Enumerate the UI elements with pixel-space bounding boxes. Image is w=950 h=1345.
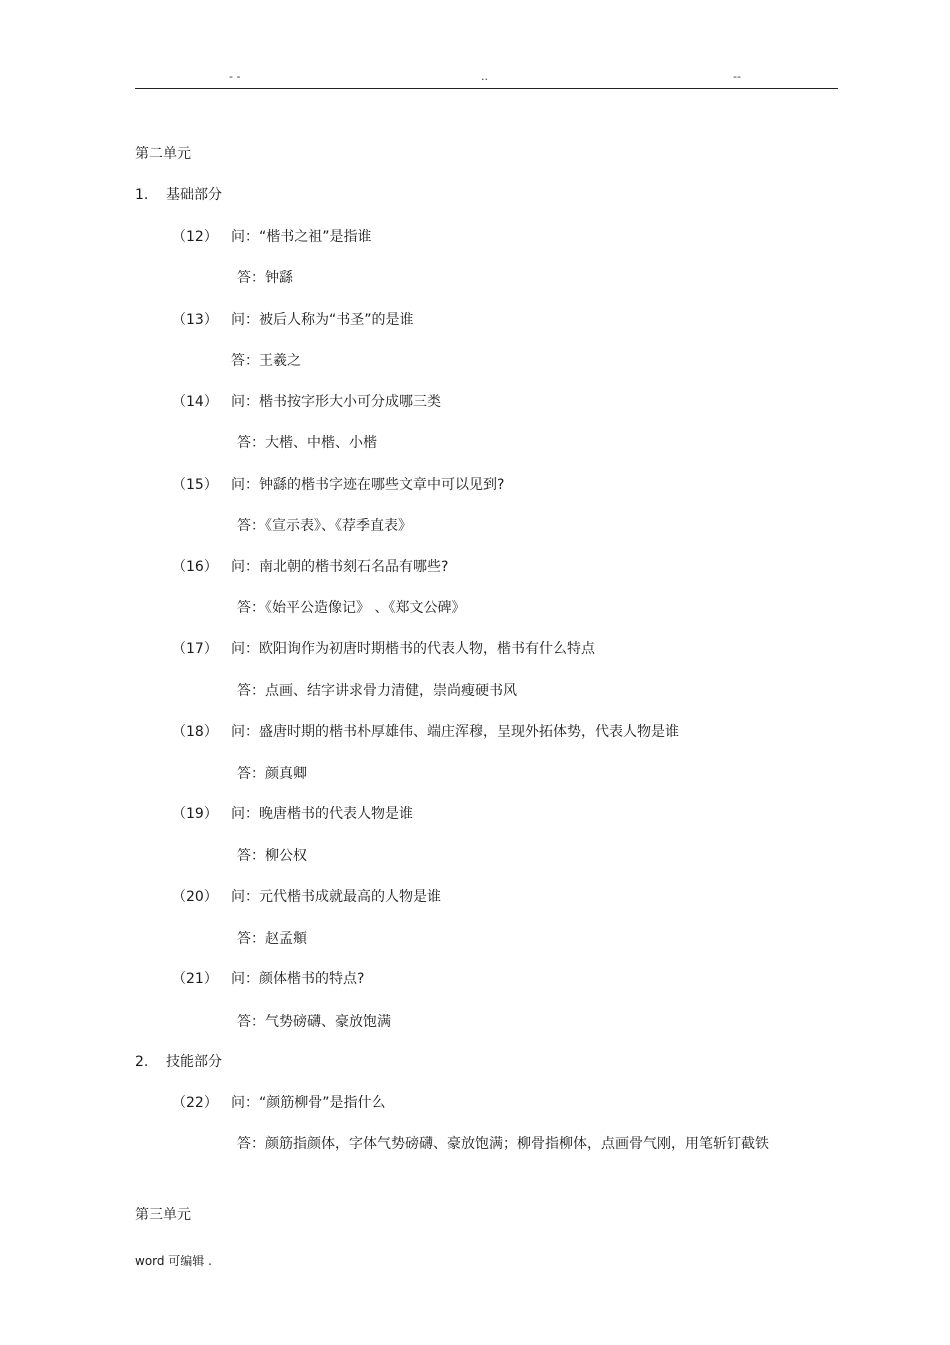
question-number: （19） (172, 806, 218, 822)
question-text: 问：欧阳询作为初唐时期楷书的代表人物，楷书有什么特点 (231, 641, 595, 657)
question-text: 问：“颜筋柳骨”是指什么 (231, 1095, 386, 1111)
answer-text: 答：点画、结字讲求骨力清健，崇尚瘦硬书风 (237, 683, 517, 699)
question-number: （20） (172, 889, 218, 905)
question-number: （17） (172, 641, 218, 657)
answer-text: 答：柳公权 (237, 848, 307, 864)
question-text: 问：颜体楷书的特点? (231, 971, 365, 987)
question-number: （16） (172, 559, 218, 575)
question-number: （18） (172, 724, 218, 740)
question-text: 问：元代楷书成就最高的人物是谁 (231, 889, 441, 905)
question-number: （14） (172, 394, 218, 410)
answer-text: 答：钟繇 (237, 270, 293, 286)
page-footer: word 可编辑 . (135, 1254, 212, 1268)
question-text: 问：楷书按字形大小可分成哪三类 (231, 394, 441, 410)
answer-text: 答：颜筋指颜体，字体气势磅礴、豪放饱满；柳骨指柳体，点画骨气刚，用笔斩钉截铁 (237, 1136, 769, 1152)
question-number: （22） (172, 1095, 218, 1111)
question-text: 问：晚唐楷书的代表人物是谁 (231, 806, 413, 822)
question-number: （15） (172, 477, 218, 493)
question-number: （13） (172, 312, 218, 328)
question-text: 问：南北朝的楷书刻石名品有哪些? (231, 559, 449, 575)
answer-text: 答：王羲之 (231, 353, 301, 369)
question-number: （21） (172, 971, 218, 987)
question-text: 问：钟繇的楷书字迹在哪些文章中可以见到? (231, 477, 505, 493)
unit-title: 第三单元 (135, 1207, 191, 1223)
header-center: .. (481, 70, 488, 83)
question-text: 问：“楷书之祖”是指谁 (231, 229, 372, 245)
section-title: 基础部分 (166, 187, 222, 203)
header-left: - - (229, 70, 241, 83)
section-number: 1. (135, 187, 149, 203)
answer-text: 答：气势磅礴、豪放饱满 (237, 1014, 391, 1030)
answer-text: 答：颜真卿 (237, 766, 307, 782)
answer-text: 答：《宣示表》、《荐季直表》 (237, 518, 412, 534)
section-title: 技能部分 (166, 1054, 222, 1070)
question-text: 问：盛唐时期的楷书朴厚雄伟、端庄浑穆，呈现外拓体势，代表人物是谁 (231, 724, 679, 740)
question-number: （12） (172, 229, 218, 245)
answer-text: 答：《始平公造像记》 、《郑文公碑》 (237, 600, 466, 616)
header-rule (135, 88, 838, 89)
header-right: -- (733, 70, 741, 83)
section-number: 2. (135, 1054, 149, 1070)
question-text: 问：被后人称为“书圣”的是谁 (231, 312, 414, 328)
answer-text: 答：大楷、中楷、小楷 (237, 435, 377, 451)
answer-text: 答：赵孟頫 (237, 931, 307, 947)
unit-title: 第二单元 (135, 146, 191, 162)
